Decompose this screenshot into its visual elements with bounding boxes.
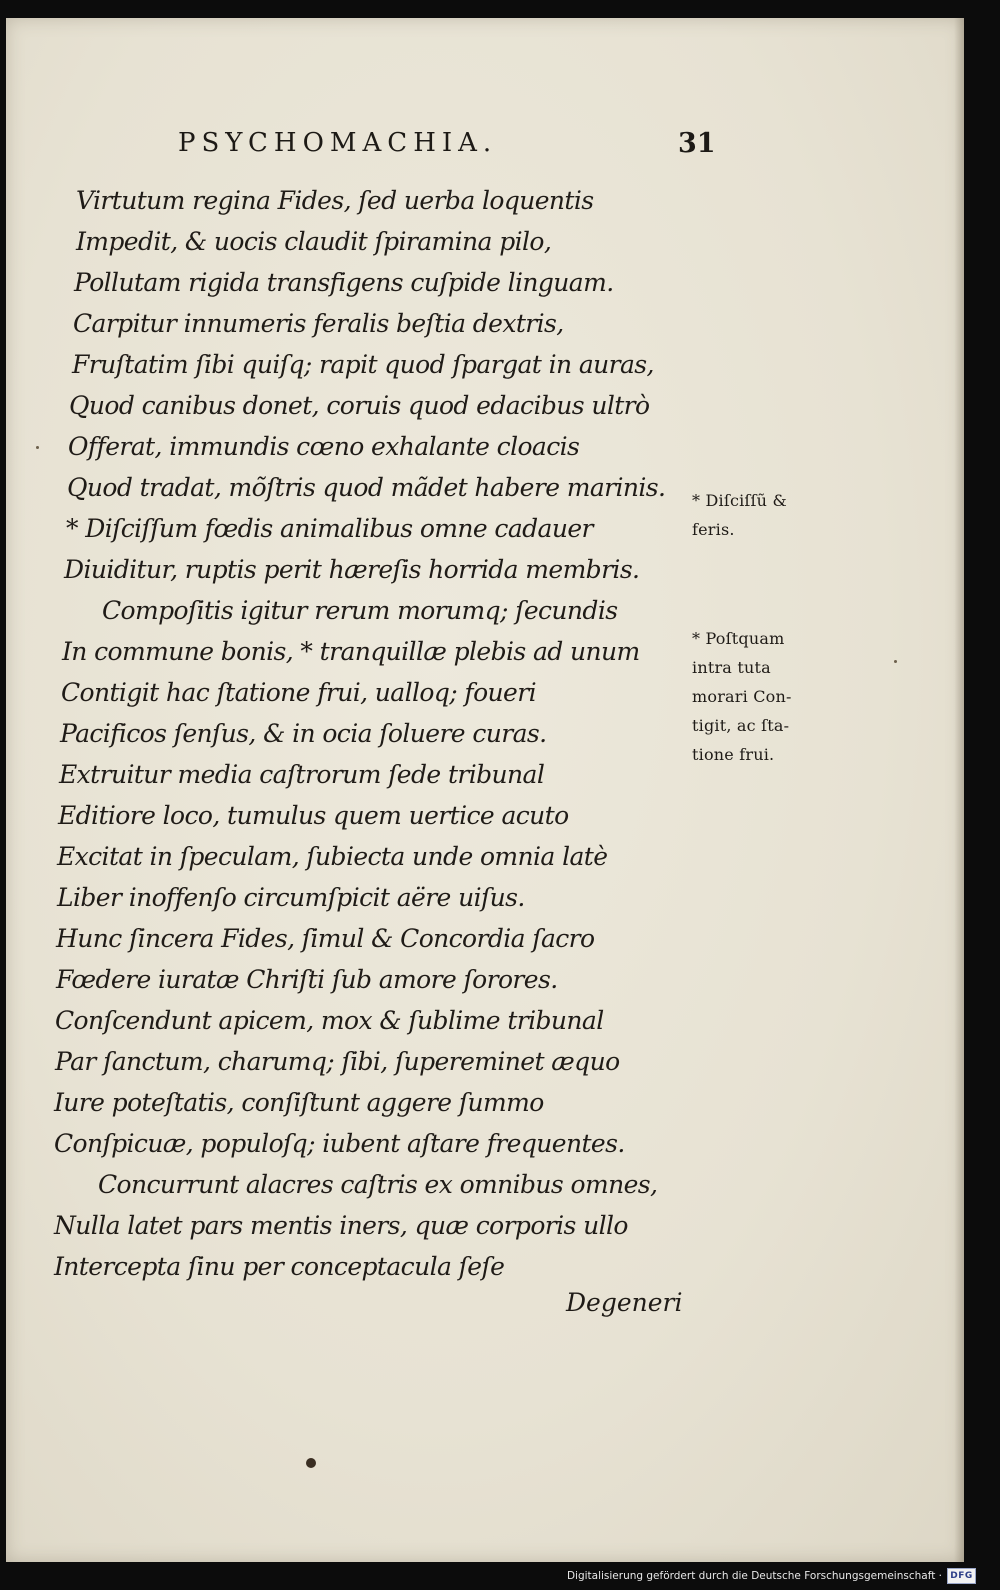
verse-line: Iure poteſtatis, conſiſtunt aggere ſummo [54, 1088, 544, 1117]
ink-dot [306, 1458, 316, 1468]
dfg-logo-icon: DFG [947, 1568, 976, 1584]
page-number: 31 [678, 128, 716, 159]
verse-line: Excitat in ſpeculam, ſubiecta unde omnia latè [57, 842, 608, 871]
verse-line: Impedit, & uocis claudit ſpiramina pilo, [76, 227, 552, 256]
verse-line: Contigit hac ſtatione frui, ualloq; foueri [61, 678, 536, 707]
margin-note-line: morari Con- [692, 687, 792, 706]
margin-note-line: tigit, ac ſta- [692, 716, 790, 735]
book-page [6, 18, 964, 1562]
paper-speck [894, 660, 897, 663]
verse-line: Quod canibus donet, coruis quod edacibus ultrò [69, 391, 650, 420]
running-head [6, 128, 964, 178]
verse-line: Liber inoffenſo circumſpicit aëre uiſus. [57, 883, 525, 912]
margin-note-line: intra tuta [692, 658, 771, 677]
verse-line: Conſpicuæ, populoſq; iubent aſtare frequentes. [54, 1129, 625, 1158]
verse-line: Intercepta ſinu per conceptacula ſeſe [54, 1252, 505, 1281]
verse-line: Editiore loco, tumulus quem uertice acuto [58, 801, 569, 830]
verse-text [6, 180, 706, 1287]
margin-note-line: tione frui. [692, 745, 775, 764]
verse-line: Fœdere iuratæ Chriſti ſub amore ſorores. [56, 965, 558, 994]
verse-line: Conſcendunt apicem, mox & ſublime tribunal [55, 1006, 604, 1035]
verse-line: Pacificos ſenſus, & in ocia ſoluere curas. [60, 719, 547, 748]
verse-line: Par ſanctum, charumq; ſibi, ſupereminet æquo [55, 1047, 620, 1076]
margin-note-line: * Diſciſſũ & [692, 491, 787, 510]
running-head-title: PSYCHOMACHIA. [178, 128, 498, 158]
digitization-credit [567, 1565, 976, 1587]
credit-text: Digitalisierung gefördert durch die Deutsche Forschungsgemeinschaft · [566, 1570, 942, 1582]
verse-line: Fruſtatim ſibi quiſq; rapit quod ſpargat in auras, [72, 350, 654, 379]
verse-line: Hunc ſincera Fides, ſimul & Concordia ſacro [56, 924, 595, 953]
margin-note-line: * Poſtquam [692, 629, 785, 648]
verse-line: Carpitur innumeris feralis beſtia dextris, [73, 309, 564, 338]
verse-line: Concurrunt alacres caſtris ex omnibus omnes, [98, 1170, 658, 1199]
margin-note [692, 486, 787, 544]
page-edge-shadow [954, 18, 964, 1562]
verse-line: Pollutam rigida transfigens cuſpide linguam. [74, 268, 614, 297]
margin-note [692, 624, 792, 769]
verse-line: Offerat, immundis cœno exhalante cloacis [68, 432, 580, 461]
verse-line: Extruitur media caſtrorum ſede tribunal [59, 760, 545, 789]
verse-line: * Diſciſſum fœdis animalibus omne cadauer [66, 514, 593, 543]
verse-line: In commune bonis, * tranquillæ plebis ad unum [62, 637, 640, 666]
verse-line: Nulla latet pars mentis iners, quæ corporis ullo [54, 1211, 628, 1240]
verse-line: Diuiditur, ruptis perit hæreſis horrida membris. [64, 555, 640, 584]
verse-line: Compoſitis igitur rerum morumq; ſecundis [102, 596, 618, 625]
verse-line: Quod tradat, mõſtris quod mãdet habere marinis. [67, 473, 666, 502]
paper-speck [36, 446, 39, 449]
margin-note-line: feris. [692, 520, 735, 539]
catchword: Degeneri [566, 1288, 683, 1317]
verse-line: Virtutum regina Fides, ſed uerba loquentis [76, 186, 594, 215]
